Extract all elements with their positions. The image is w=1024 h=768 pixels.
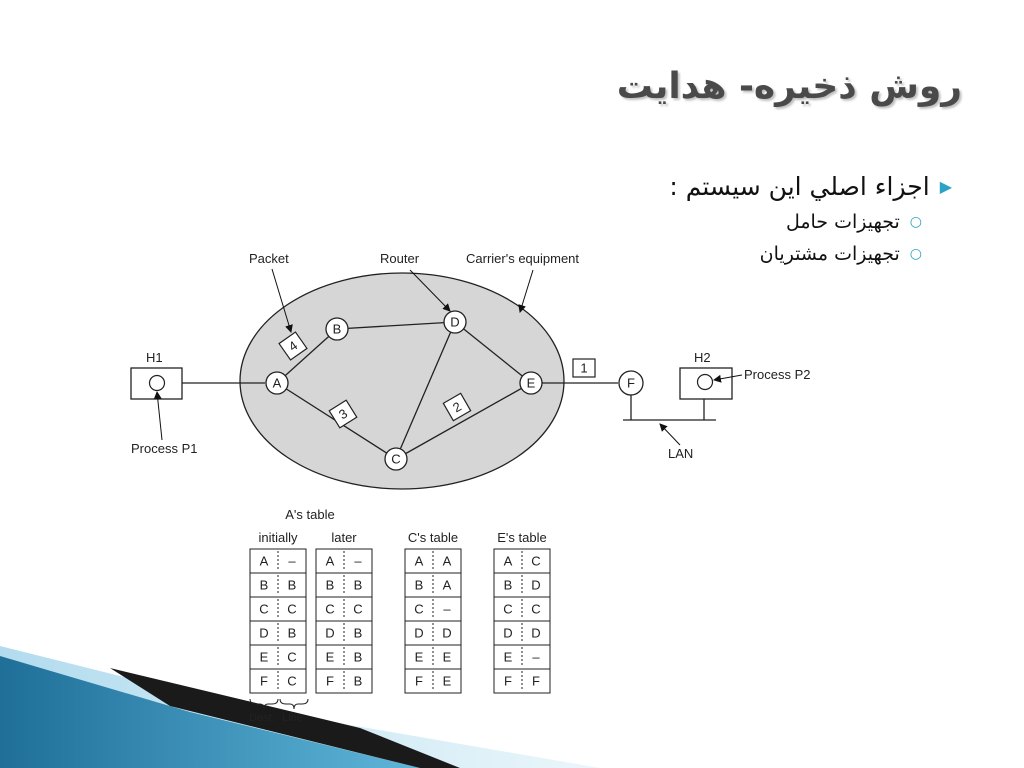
e-table — [494, 549, 550, 693]
table-dest-cell: B — [325, 577, 335, 593]
table-line-cell: E — [442, 649, 452, 665]
table-dest-cell: C — [503, 601, 513, 617]
table-dest-cell: D — [259, 625, 269, 641]
table-line-cell: – — [288, 553, 296, 569]
host-h2 — [680, 368, 732, 399]
node-c-label: C — [391, 451, 401, 467]
table-line-cell: A — [442, 577, 452, 593]
table-line-cell: B — [353, 625, 363, 641]
packet-3-label: 3 — [335, 405, 351, 423]
table-dest-cell: E — [325, 649, 335, 665]
table-dest-cell: C — [414, 601, 424, 617]
table-dest-cell: E — [259, 649, 269, 665]
table-dest-cell: F — [326, 673, 334, 689]
table-dest-cell: D — [325, 625, 335, 641]
packet-1-label: 1 — [580, 360, 588, 376]
carrier-callout-arrow — [520, 270, 533, 312]
node-c — [385, 448, 407, 470]
node-d — [444, 311, 466, 333]
table-dest-cell: B — [414, 577, 424, 593]
carrier-callout-label: Carrier's equipment — [466, 251, 580, 266]
table-line-cell: B — [353, 577, 363, 593]
table-dest-cell: F — [504, 673, 512, 689]
packet-2-label: 2 — [450, 398, 464, 416]
a-later-header: later — [331, 530, 357, 545]
table-line-cell: D — [442, 625, 452, 641]
table-dest-cell: B — [259, 577, 269, 593]
a-initially-table — [250, 549, 306, 693]
table-dest-cell: A — [414, 553, 424, 569]
table-line-cell: A — [442, 553, 452, 569]
a-later-table — [316, 549, 372, 693]
h2-label: H2 — [694, 350, 711, 365]
host-h1 — [131, 368, 182, 399]
line-label: Line — [282, 712, 303, 724]
table-dest-cell: A — [259, 553, 269, 569]
node-e-label: E — [526, 375, 536, 391]
node-b-label: B — [332, 321, 342, 337]
node-f-label: F — [627, 375, 635, 391]
a-table-title: A's table — [285, 507, 335, 522]
table-dest-cell: D — [414, 625, 424, 641]
lan-label: LAN — [668, 446, 694, 461]
table-line-cell: C — [531, 601, 541, 617]
table-line-cell: – — [354, 553, 362, 569]
sub-item-text: تجهيزات حامل — [785, 211, 900, 233]
table-line-cell: C — [287, 673, 297, 689]
table-line-cell: – — [532, 649, 540, 665]
table-dest-cell: A — [325, 553, 335, 569]
process-p2-label: Process P2 — [744, 367, 811, 382]
packet-4-label: 4 — [285, 337, 301, 355]
table-line-cell: C — [531, 553, 541, 569]
table-line-cell: C — [287, 601, 297, 617]
node-e — [520, 372, 542, 394]
c-table — [405, 549, 461, 693]
node-d-label: D — [450, 314, 460, 330]
a-initially-header: initially — [258, 530, 298, 545]
node-b — [326, 318, 348, 340]
table-dest-cell: C — [325, 601, 335, 617]
packet-callout-label: Packet — [249, 251, 289, 266]
sub-item-text: تجهيزات مشتريان — [759, 243, 900, 265]
table-line-cell: B — [353, 673, 363, 689]
h1-label: H1 — [146, 350, 163, 365]
node-a-label: A — [272, 375, 282, 391]
packet-1 — [573, 359, 595, 377]
table-line-cell: B — [353, 649, 363, 665]
table-line-cell: C — [287, 649, 297, 665]
table-line-cell: – — [443, 601, 451, 617]
table-dest-cell: F — [415, 673, 423, 689]
table-dest-cell: F — [260, 673, 268, 689]
table-line-cell: B — [287, 577, 297, 593]
table-line-cell: B — [287, 625, 297, 641]
table-line-cell: D — [531, 625, 541, 641]
table-dest-cell: A — [503, 553, 513, 569]
slide-title: روش ذخیره- هدایت — [616, 66, 962, 107]
bullet-main-text: اجزاء اصلي اين سيستم : — [669, 172, 930, 201]
sub-bullet-circle-icon: ○ — [909, 246, 922, 262]
table-dest-cell: B — [503, 577, 513, 593]
node-a — [266, 372, 288, 394]
bullet-arrow-icon: ▶ — [939, 177, 952, 196]
table-dest-cell: E — [414, 649, 424, 665]
table-line-cell: E — [442, 673, 452, 689]
dest-label: Dest. — [249, 712, 275, 724]
c-table-header: C's table — [407, 530, 459, 545]
lan-arrow — [660, 424, 680, 445]
node-f — [619, 371, 643, 395]
e-table-header: E's table — [497, 530, 547, 545]
table-dest-cell: D — [503, 625, 513, 641]
sub-bullet-circle-icon: ○ — [909, 214, 922, 230]
table-line-cell: F — [532, 673, 540, 689]
router-callout-label: Router — [380, 251, 420, 266]
table-line-cell: D — [531, 577, 541, 593]
table-line-cell: C — [353, 601, 363, 617]
table-dest-cell: C — [259, 601, 269, 617]
process-p1-label: Process P1 — [131, 441, 198, 456]
table-dest-cell: E — [503, 649, 513, 665]
